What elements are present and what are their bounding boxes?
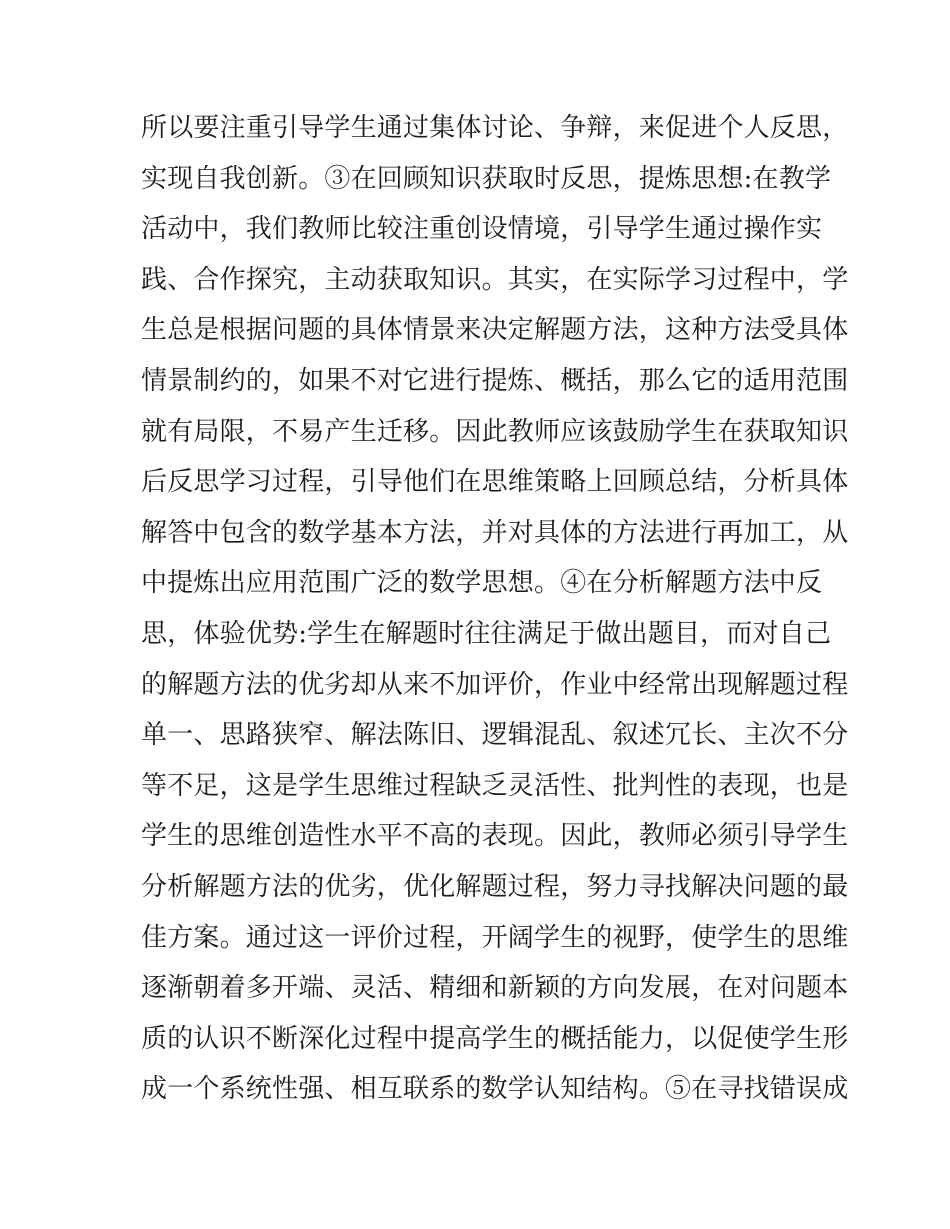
text-line: 就有局限，不易产生迁移。因此教师应该鼓励学生在获取知识: [141, 416, 849, 447]
text-line: 的解题方法的优劣却从来不加评价，作业中经常出现解题过程: [141, 669, 849, 700]
text-line: 逐渐朝着多开端、灵活、精细和新颖的方向发展，在对问题本: [141, 973, 849, 1004]
text-line: 解答中包含的数学基本方法，并对具体的方法进行再加工，从: [141, 517, 849, 548]
text-line: 佳方案。通过这一评价过程，开阔学生的视野，使学生的思维: [141, 922, 849, 953]
text-line: 分析解题方法的优劣，优化解题过程，努力寻找解决问题的最: [141, 871, 849, 902]
text-line: 学生的思维创造性水平不高的表现。因此，教师必须引导学生: [141, 821, 849, 852]
text-line: 后反思学习过程，引导他们在思维策略上回顾总结，分析具体: [141, 467, 849, 498]
text-line: 成一个系统性强、相互联系的数学认知结构。⑤在寻找错误成: [141, 1074, 849, 1105]
text-line: 实现自我创新。③在回顾知识获取时反思，提炼思想:在教学: [141, 163, 832, 194]
text-line: 中提炼出应用范围广泛的数学思想。④在分析解题方法中反: [141, 568, 823, 599]
text-line: 践、合作探究，主动获取知识。其实，在实际学习过程中，学: [141, 264, 849, 295]
text-line: 单一、思路狭窄、解法陈旧、逻辑混乱、叙述冗长、主次不分: [141, 720, 849, 751]
text-line: 生总是根据问题的具体情景来决定解题方法，这种方法受具体: [141, 315, 849, 346]
text-line: 情景制约的，如果不对它进行提炼、概括，那么它的适用范围: [141, 365, 849, 396]
text-line: 质的认识不断深化过程中提高学生的概括能力，以促使学生形: [141, 1023, 849, 1054]
text-line: 等不足，这是学生思维过程缺乏灵活性、批判性的表现，也是: [141, 770, 849, 801]
text-line: 所以要注重引导学生通过集体讨论、争辩，来促进个人反思，: [141, 113, 849, 143]
text-line: 活动中，我们教师比较注重创设情境，引导学生通过操作实: [141, 214, 823, 245]
text-line: 思，体验优势:学生在解题时往往满足于做出题目，而对自己: [141, 618, 832, 649]
body-text: [141, 103, 849, 1115]
